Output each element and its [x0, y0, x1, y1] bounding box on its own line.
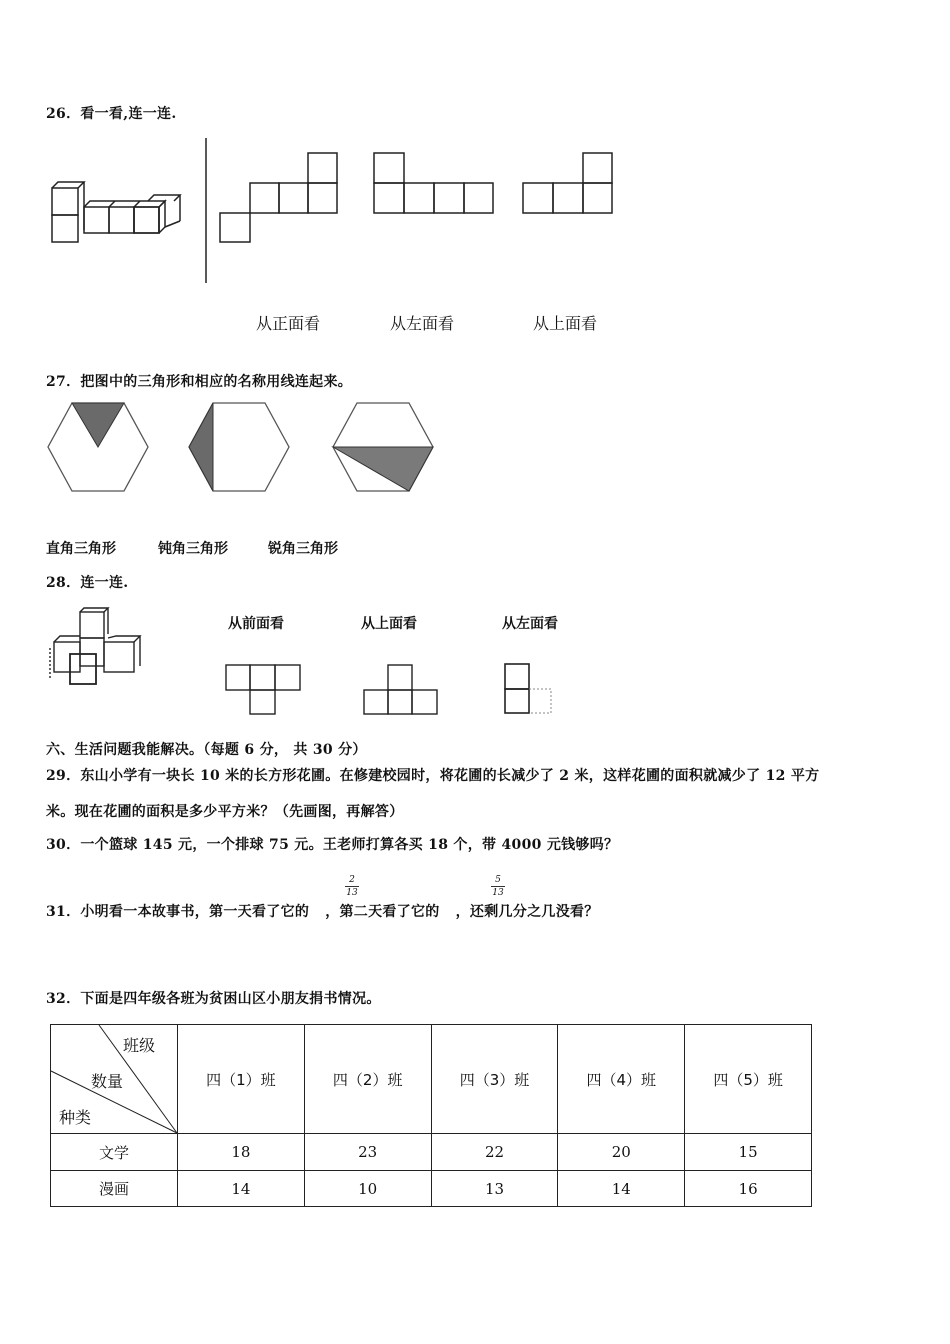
q27-hexagon-3	[331, 401, 435, 493]
table-cell: 23	[304, 1134, 431, 1171]
class-header-2: 四（2）班	[304, 1025, 431, 1134]
corner-label-quantity: 数量	[91, 1072, 124, 1091]
q28-title: 28．连一连.	[46, 575, 129, 591]
row-label-comics: 漫画	[51, 1171, 178, 1207]
q26-label-front: 从正面看	[256, 314, 321, 333]
table-cell: 10	[304, 1171, 431, 1207]
table-cell: 14	[178, 1171, 305, 1207]
row-label-literature: 文学	[51, 1134, 178, 1171]
table-cell: 14	[558, 1171, 685, 1207]
q26-divider	[204, 138, 208, 283]
q28-label-left: 从左面看	[502, 616, 558, 632]
q29-line1: 29．东山小学有一块长 10 米的长方形花圃。在修建校园时，将花圃的长减少了 2 米，这样花圃的面积就减少了 12 平方	[46, 768, 820, 784]
q31-part2: ，第二天看了它的	[325, 904, 440, 920]
q29-line2: 米。现在花圃的面积是多少平方米？（先画图，再解答）	[46, 804, 404, 820]
q27-name-obtuse: 钝角三角形	[158, 541, 228, 557]
q31-fraction-2	[491, 875, 505, 898]
table-cell: 13	[431, 1171, 558, 1207]
corner-label-type: 种类	[59, 1108, 92, 1127]
q31-frac1-num: 2	[349, 875, 355, 885]
q27-hexagon-1	[46, 401, 150, 493]
q26-view-c	[521, 152, 616, 215]
q26-view-b	[372, 152, 497, 215]
q28-cube-figure	[48, 608, 148, 688]
q28-view-left	[503, 662, 559, 716]
q26-label-top: 从上面看	[533, 314, 598, 333]
q28-view-top	[362, 663, 442, 715]
q31-part1: 31．小明看一本故事书，第一天看了它的	[46, 904, 310, 920]
table-row	[51, 1171, 812, 1207]
class-header-1: 四（1）班	[178, 1025, 305, 1134]
q32-table	[50, 1024, 812, 1207]
section6-heading: 六、生活问题我能解决。（每题 6 分， 共 30 分）	[46, 742, 367, 758]
table-cell: 16	[685, 1171, 812, 1207]
table-cell: 15	[685, 1134, 812, 1171]
q27-name-right: 直角三角形	[46, 541, 116, 557]
q31-frac2-den: 13	[492, 888, 504, 898]
q31-part3: ，还剩几分之几没看？	[455, 904, 599, 920]
table-cell: 22	[431, 1134, 558, 1171]
q26-cube-figure	[48, 178, 188, 253]
q26-label-left: 从左面看	[390, 314, 455, 333]
q31-fraction-1	[345, 875, 359, 898]
q26-title: 26．看一看,连一连.	[46, 106, 177, 122]
class-header-3: 四（3）班	[431, 1025, 558, 1134]
table-row	[51, 1134, 812, 1171]
q27-title: 27．把图中的三角形和相应的名称用线连起来。	[46, 374, 353, 390]
corner-label-class: 班级	[123, 1036, 156, 1055]
q30-text: 30．一个篮球 145 元，一个排球 75 元。王老师打算各买 18 个，带 4000 元钱够吗？	[46, 837, 619, 853]
class-header-5: 四（5）班	[685, 1025, 812, 1134]
q28-view-front	[224, 663, 304, 715]
q31-text	[46, 901, 599, 921]
table-cell: 20	[558, 1134, 685, 1171]
q27-hexagon-2	[187, 401, 291, 493]
q26-view-a	[218, 152, 343, 244]
q28-label-front: 从前面看	[228, 616, 284, 632]
q27-name-acute: 锐角三角形	[268, 541, 338, 557]
q31-frac1-den: 13	[346, 888, 358, 898]
class-header-4: 四（4）班	[558, 1025, 685, 1134]
table-cell: 18	[178, 1134, 305, 1171]
q32-title: 32．下面是四年级各班为贫困山区小朋友捐书情况。	[46, 991, 381, 1007]
q28-label-top: 从上面看	[361, 616, 417, 632]
q31-frac2-num: 5	[495, 875, 501, 885]
table-header-row	[51, 1025, 812, 1134]
table-corner-cell	[51, 1025, 178, 1134]
